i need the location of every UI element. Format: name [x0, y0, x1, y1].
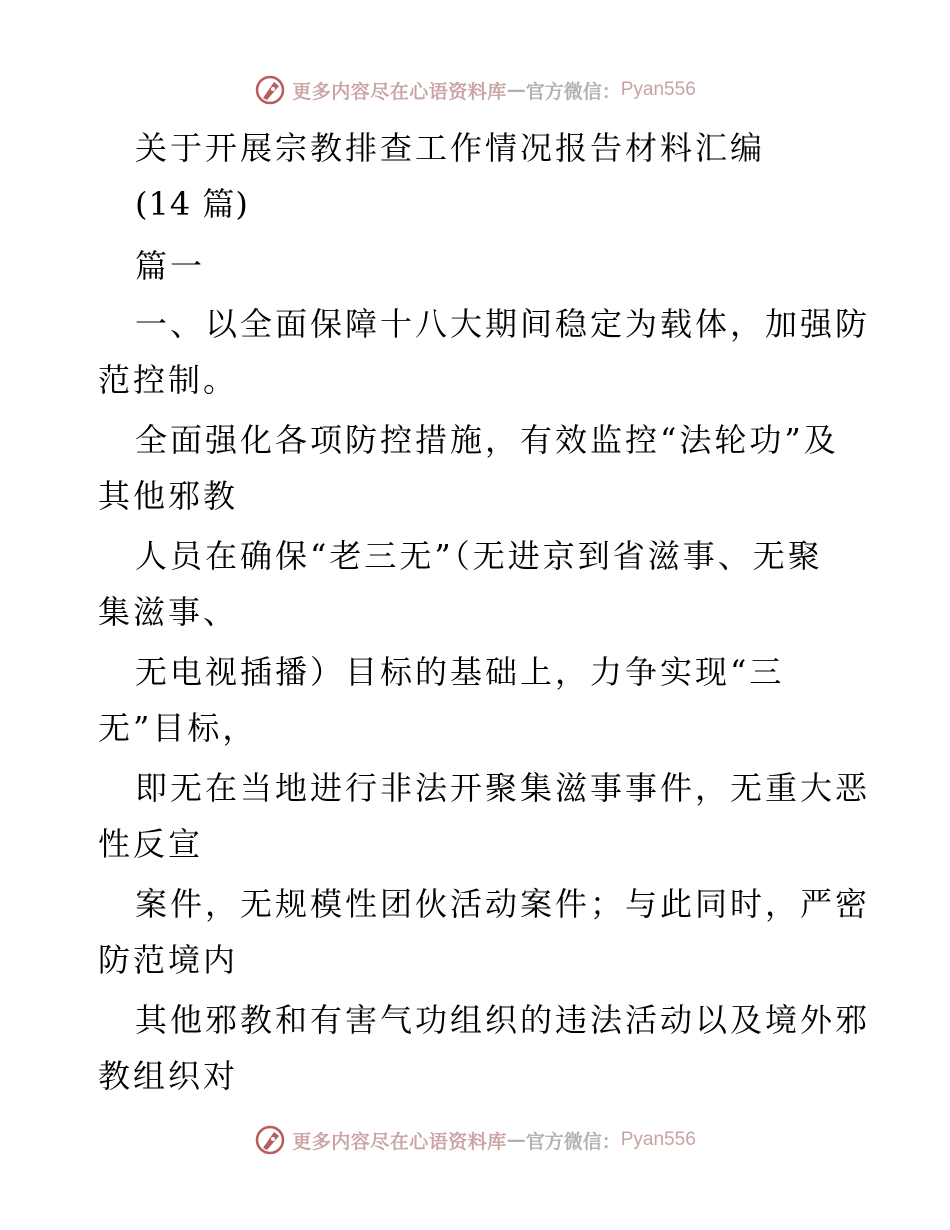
document-title-line-2: (14 篇)	[135, 185, 249, 223]
paragraph-line: 其他邪教和有害气功组织的违法活动以及境外邪	[135, 1001, 871, 1039]
paragraph-line: 集滋事、	[98, 593, 239, 631]
paragraph-line: 无”目标，	[98, 709, 258, 747]
document-title-line-1: 关于开展宗教排查工作情况报告材料汇编	[135, 129, 766, 167]
wechat-id: Pyan556	[620, 79, 696, 100]
paragraph-line: 全面强化各项防控措施，有效监控“法轮功”及	[135, 421, 839, 459]
banner-separator: —	[506, 1129, 526, 1151]
wechat-label: 官方微信：	[525, 1130, 621, 1153]
wechat-id: Pyan556	[620, 1129, 696, 1150]
paragraph-line: 范控制。	[98, 361, 239, 399]
paragraph-line: 其他邪教	[98, 477, 239, 515]
pen-nib-logo-icon	[254, 74, 286, 106]
pen-nib-logo-icon	[254, 1124, 286, 1156]
paragraph-line: 即无在当地进行非法开聚集滋事事件，无重大恶	[135, 769, 871, 807]
banner-text: 更多内容尽在心语资料库	[292, 80, 507, 103]
paragraph-line: 人员在确保“老三无”（无进京到省滋事、无聚	[135, 537, 823, 575]
paragraph-line: 防范境内	[98, 941, 239, 979]
paragraph-line: 案件，无规模性团伙活动案件；与此同时，严密	[135, 885, 871, 923]
banner-separator: —	[506, 79, 526, 101]
wechat-label: 官方微信：	[525, 80, 621, 103]
section-heading: 篇一	[135, 247, 206, 285]
paragraph-line: 一、以全面保障十八大期间稳定为载体，加强防	[135, 305, 871, 343]
header-banner	[0, 70, 950, 110]
paragraph-line: 性反宣	[98, 825, 204, 863]
footer-banner	[0, 1120, 950, 1160]
paragraph-line: 教组织对	[98, 1057, 239, 1095]
paragraph-line: 无电视插播）目标的基础上，力争实现“三	[135, 653, 785, 691]
banner-text: 更多内容尽在心语资料库	[292, 1130, 507, 1153]
